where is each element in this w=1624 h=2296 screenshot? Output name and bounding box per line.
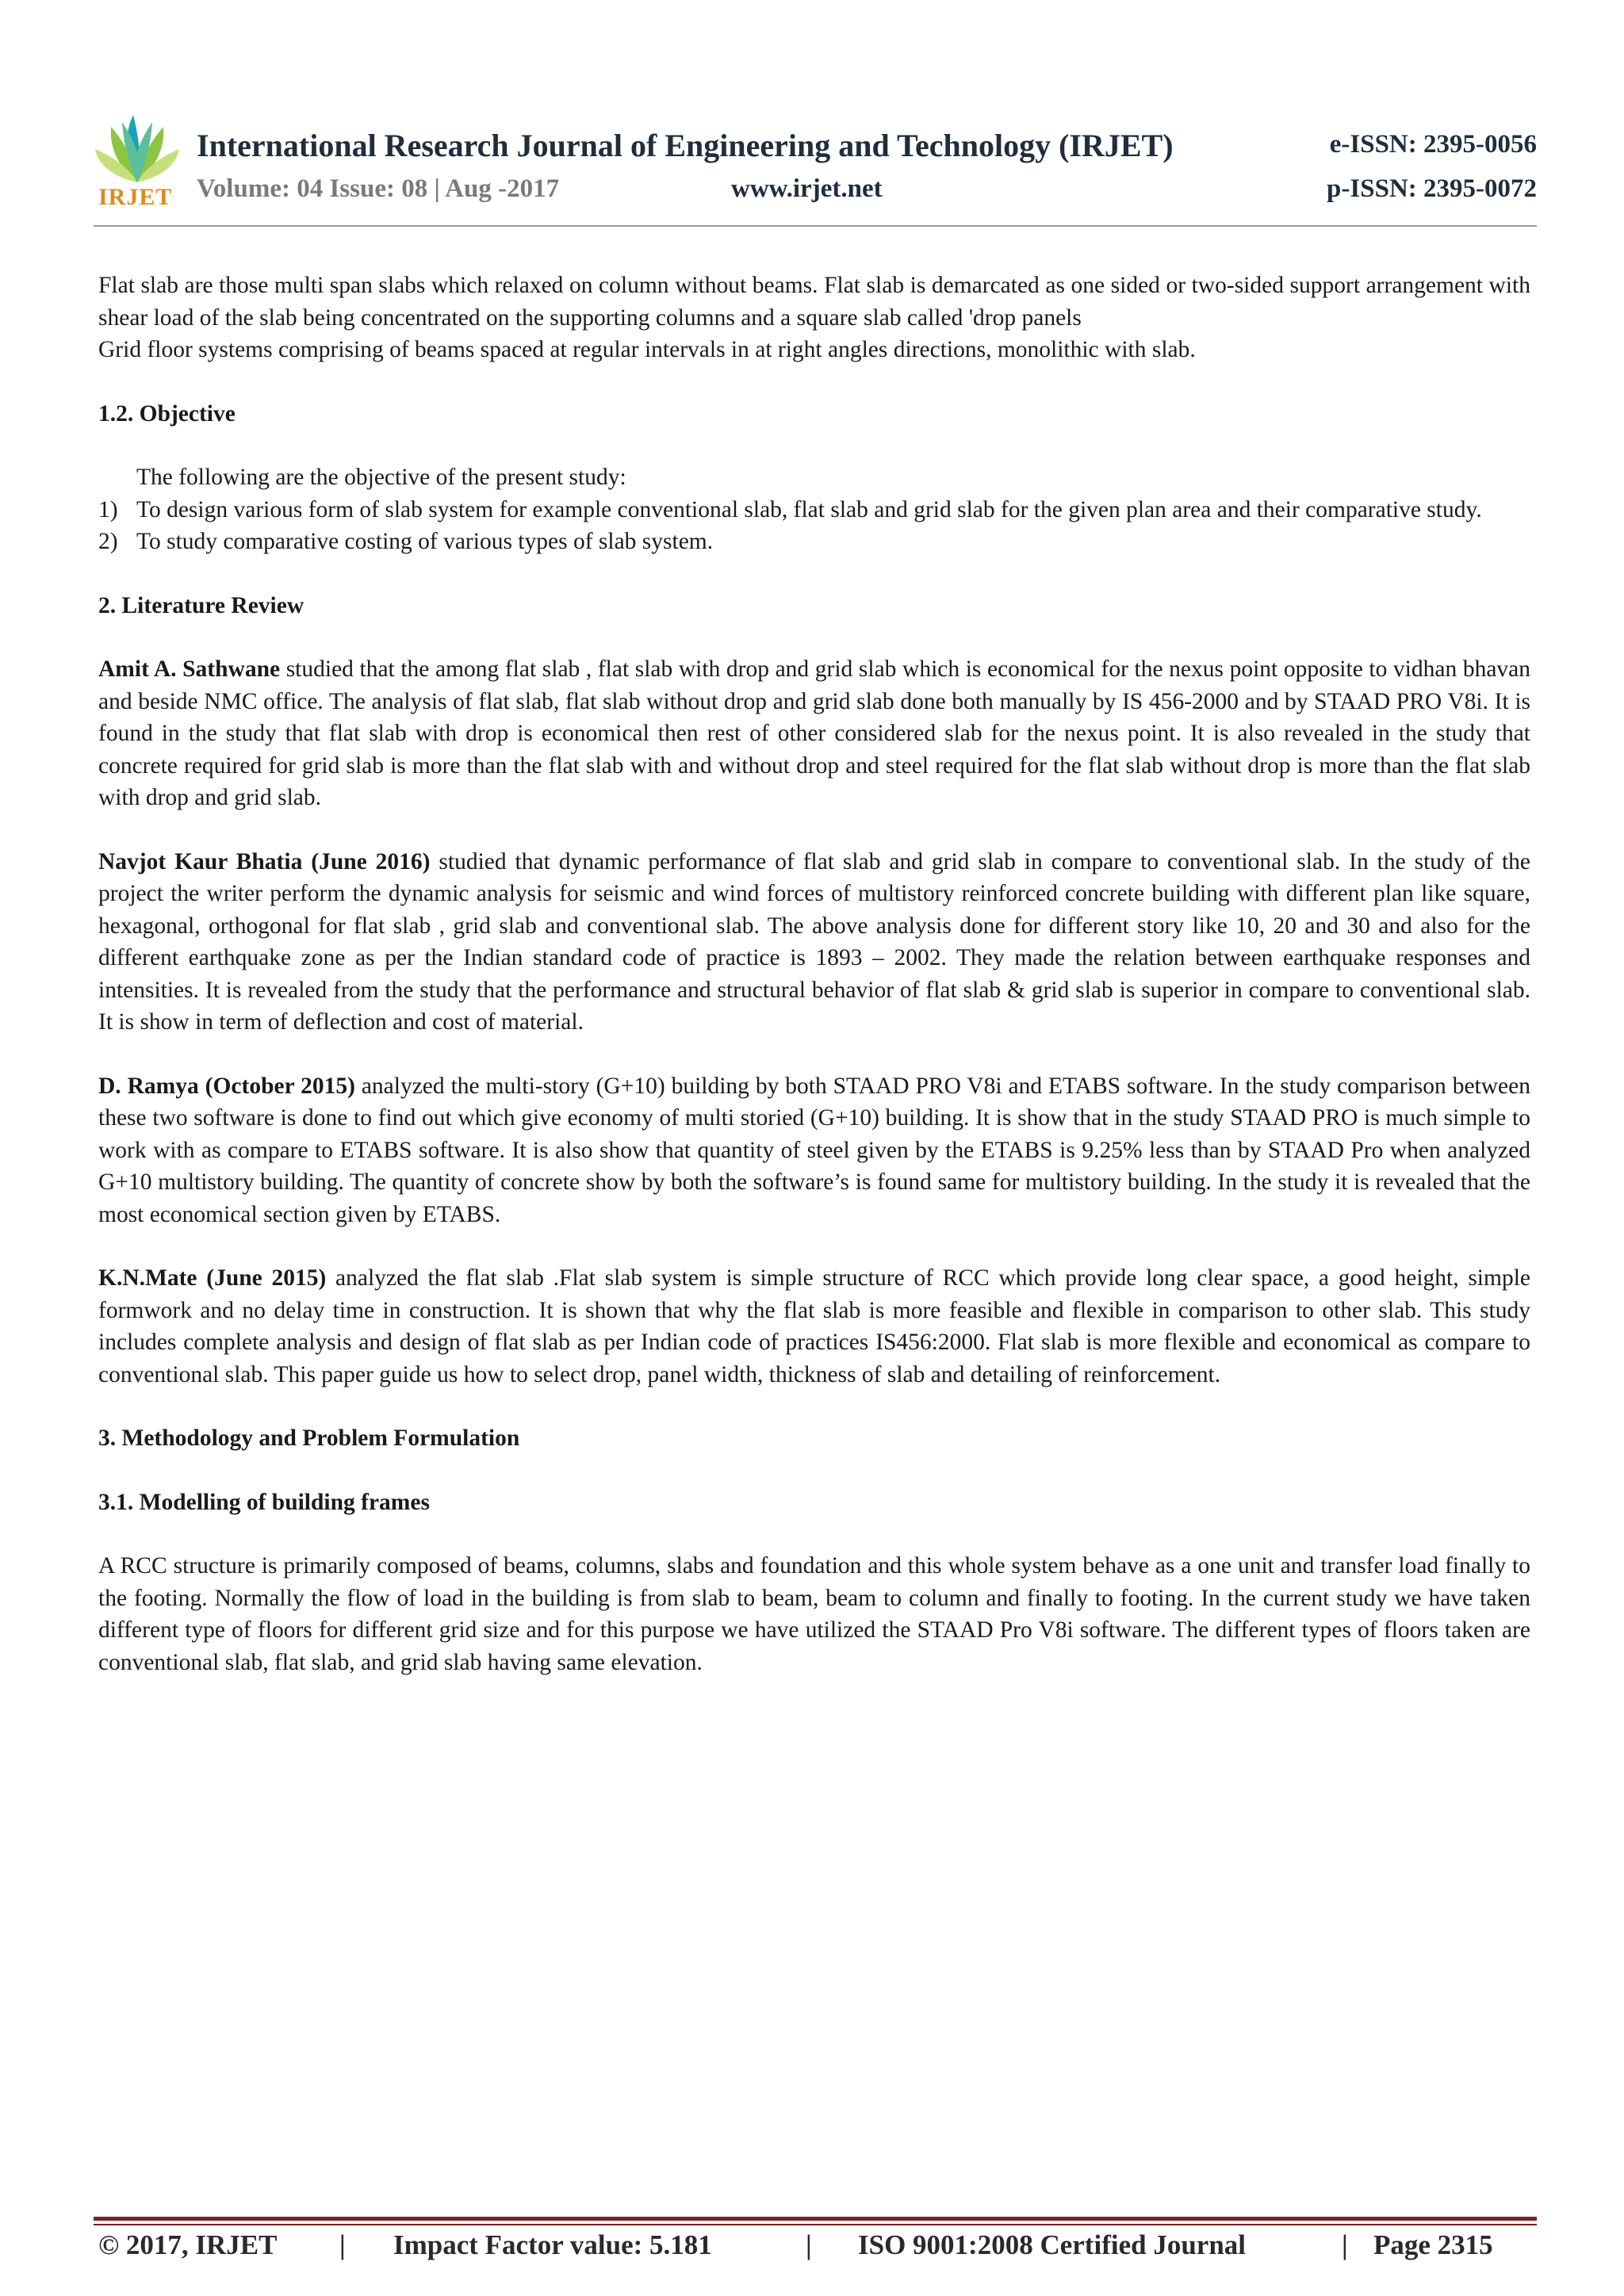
objective-heading: 1.2. Objective — [98, 400, 236, 427]
literature-entry — [98, 653, 1530, 814]
footer-copyright: © 2017, IRJET — [98, 2229, 278, 2260]
literature-author: Navjot Kaur Bhatia (June 2016) — [98, 848, 431, 874]
logo-text: IRJET — [98, 184, 173, 210]
objective-item — [98, 526, 1530, 558]
footer-page-number: Page 2315 — [1373, 2229, 1493, 2260]
objective-item-number: 2) — [98, 529, 118, 554]
e-issn: e-ISSN: 2395-0056 — [1329, 130, 1537, 159]
page-header — [94, 111, 1537, 230]
footer-divider-thick — [94, 2217, 1537, 2221]
footer-divider-thin — [94, 2224, 1537, 2225]
objective-item-number: 1) — [98, 496, 118, 522]
footer-separator: | — [1342, 2229, 1348, 2260]
volume-info: Volume: 04 Issue: 08 | Aug -2017 — [197, 174, 560, 203]
objective-item — [98, 494, 1530, 526]
literature-text: analyzed the multi-story (G+10) building by both STAAD PRO V8i and ETABS software. In the study comparison between these two software is done to find out which give economy of multi storied (G+10) building. It is show that in the study STAAD PRO is much simple to work with as compare to ETABS software. It is also show that quantity of steel given by the ETABS is 9.25% less than by STAAD Pro when analyzed G+10 multistory building. The quantity of concrete show by both the software’s is found same for multistory building. In the study it is revealed that the most economical section given by ETABS. — [98, 1073, 1530, 1227]
methodology-heading: 3. Methodology and Problem Formulation — [98, 1425, 520, 1451]
objective-item-text: To design various form of slab system for example conventional slab, flat slab and grid slab for the given plan area and their comparative study. — [136, 496, 1482, 522]
irjet-leaf-icon — [94, 111, 181, 190]
literature-entry — [98, 1262, 1530, 1391]
journal-website: www.irjet.net — [731, 174, 883, 203]
footer-separator: | — [339, 2229, 346, 2260]
methodology-paragraph: A RCC structure is primarily composed of beams, columns, slabs and foundation and this whole system behave as a one unit and transfer load finally to the footing. Normally the flow of load in the building is from slab to beam, beam to column and finally to footing. In the current study we have taken different type of floors for different grid size and for this purpose we have utilized the STAAD Pro V8i software. The different types of floors taken are conventional slab, flat slab, and grid slab having same elevation. — [98, 1553, 1530, 1675]
literature-text: studied that dynamic performance of flat slab and grid slab in compare to conventional slab. In the study of the project the writer perform the dynamic analysis for seismic and wind forces of multistory reinforced concrete building with different plan like square, hexagonal, orthogonal for flat slab , grid slab and conventional slab. The above analysis done for different story like 10, 20 and 30 and also for the different earthquake zone as per the Indian standard code of practice is 1893 – 2002. They made the relation between earthquake responses and intensities. It is revealed from the study that the performance and structural behavior of flat slab & grid slab is superior in compare to conventional slab. It is show in term of deflection and cost of material. — [98, 848, 1530, 1035]
literature-text: analyzed the flat slab .Flat slab system is simple structure of RCC which provide long clear space, a good height, simple formwork and no delay time in construction. It is shown that why the flat slab is more feasible and flexible in comparison to other slab. This study includes complete analysis and design of flat slab as per Indian code of practices IS456:2000. Flat slab is more flexible and economical as compare to conventional slab. This paper guide us how to select drop, panel width, thickness of slab and detailing of reinforcement. — [98, 1265, 1530, 1387]
literature-review-heading: 2. Literature Review — [98, 592, 304, 618]
intro-paragraph-grid-floor: Grid floor systems comprising of beams spaced at regular intervals in at right angles directions, monolithic with slab. — [98, 337, 1196, 362]
intro-paragraph-flat-slab: Flat slab are those multi span slabs which relaxed on column without beams. Flat slab is demarcated as one sided or two-sided support arrangement with shear load of the slab being concentrated on the supporting columns and a square slab called 'drop panels — [98, 273, 1530, 331]
objective-intro: The following are the objective of the present study: — [136, 465, 626, 490]
footer-iso: ISO 9001:2008 Certified Journal — [858, 2229, 1247, 2260]
page-body — [98, 270, 1530, 1678]
literature-entry — [98, 846, 1530, 1039]
literature-entry — [98, 1070, 1530, 1231]
header-divider — [94, 225, 1537, 227]
literature-text: studied that the among flat slab , flat slab with drop and grid slab which is economical for the nexus point opposite to vidhan bhavan and beside NMC office. The analysis of flat slab, flat slab without drop and grid slab done both manually by IS 456-2000 and by STAAD PRO V8i. It is found in the study that flat slab with drop is economical then rest of other considered slab for the nexus point. It is also revealed in the study that concrete required for grid slab is more than the flat slab with and without drop and steel required for the flat slab without drop is more than the flat slab with drop and grid slab. — [98, 656, 1530, 810]
modelling-subheading: 3.1. Modelling of building frames — [98, 1489, 430, 1515]
literature-author: D. Ramya (October 2015) — [98, 1073, 355, 1099]
literature-author: Amit A. Sathwane — [98, 656, 281, 682]
literature-author: K.N.Mate (June 2015) — [98, 1265, 327, 1291]
footer-separator: | — [806, 2229, 812, 2260]
journal-title: International Research Journal of Engineering and Technology (IRJET) — [197, 128, 1174, 163]
footer-impact-factor: Impact Factor value: 5.181 — [393, 2229, 712, 2260]
objective-item-text: To study comparative costing of various types of slab system. — [136, 529, 714, 554]
p-issn: p-ISSN: 2395-0072 — [1327, 174, 1537, 203]
irjet-logo — [94, 111, 181, 214]
